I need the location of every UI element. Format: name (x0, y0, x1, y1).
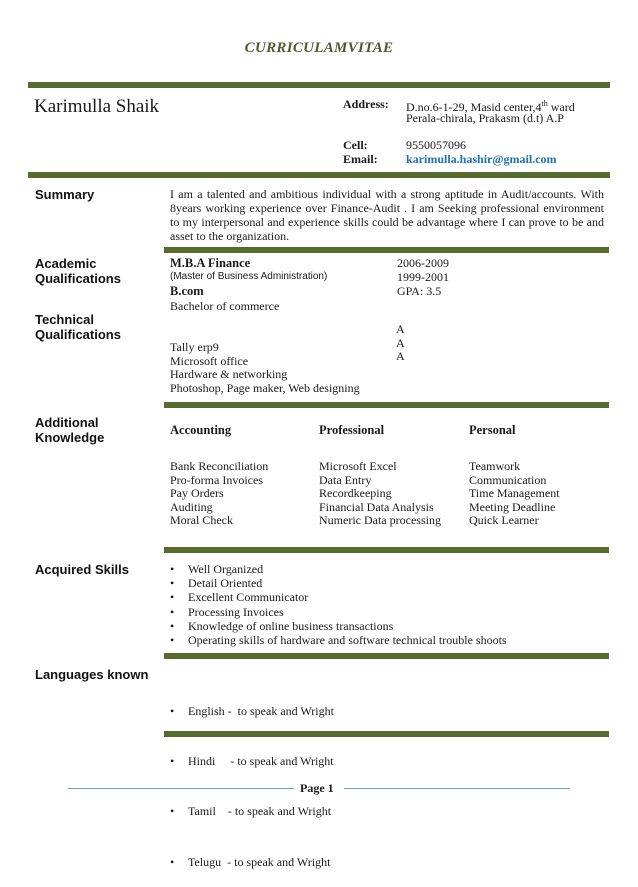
list-item: Data Entry (319, 472, 372, 487)
technical-item: Microsoft office (170, 353, 249, 368)
additional-heading: Additional Knowledge (35, 415, 105, 445)
document-title: CURRICULAMVITAE (244, 40, 394, 56)
technical-list (170, 341, 360, 395)
list-item: Meeting Deadline (469, 499, 556, 514)
list-item: Pay Orders (170, 486, 224, 500)
list-item: Teamwork (469, 459, 521, 473)
email-label: Email: (343, 152, 378, 166)
header-top-rule (28, 82, 610, 88)
gpa: GPA: 3.5 (397, 284, 442, 298)
languages-list (164, 668, 609, 887)
list-item: Time Management (469, 486, 560, 500)
section-divider (164, 731, 609, 737)
list-item: • Tamil - to speak and Wright (164, 804, 609, 818)
list-item: Communication (469, 472, 547, 487)
section-divider (164, 547, 609, 553)
footer-line-right (344, 788, 570, 789)
technical-item: Tally erp9 (170, 340, 219, 354)
degree-mba: M.B.A Finance (170, 256, 251, 270)
grade: A (396, 322, 405, 336)
list-item: • Operating skills of hardware and software technical trouble shoots (164, 633, 609, 647)
grade: A (396, 335, 405, 350)
list-item: Moral Check (170, 513, 233, 527)
professional-list (319, 460, 441, 528)
section-divider (164, 653, 609, 659)
list-item: • Knowledge of online business transactions (164, 619, 609, 633)
academic-heading: Academic Qualifications (35, 256, 121, 286)
skills-heading: Acquired Skills (35, 562, 129, 577)
degree-bcom: B.com (170, 284, 204, 298)
section-divider (164, 402, 609, 408)
technical-item: Photoshop, Page maker, Web designing (170, 380, 360, 395)
address-line-1: D.no.6-1-29, Masid center,4th ward (406, 99, 575, 114)
cell-label: Cell: (343, 138, 368, 152)
list-item: Pro-forma Invoices (170, 472, 263, 487)
list-item: Auditing (170, 499, 213, 514)
address-label: Address: (343, 97, 389, 111)
list-item: • English - to speak and Wright (164, 704, 609, 718)
list-item: Financial Data Analysis (319, 499, 434, 514)
list-item: • Detail Oriented (164, 576, 609, 590)
list-item: Microsoft Excel (319, 459, 397, 473)
technical-item: Hardware & networking (170, 367, 288, 381)
section-divider (164, 247, 609, 253)
list-item: Bank Reconciliation (170, 459, 269, 473)
year-mba: 2006-2009 (397, 256, 449, 270)
degree-mba-sub: (Master of Business Administration) (170, 271, 328, 282)
technical-grades (396, 323, 405, 364)
candidate-name: Karimulla Shaik (34, 96, 160, 117)
list-item: • Excellent Communicator (164, 590, 609, 604)
degree-bcom-sub: Bachelor of commerce (170, 299, 280, 313)
technical-heading: Technical Qualifications (35, 312, 121, 342)
personal-list (469, 460, 560, 528)
list-item: Quick Learner (469, 513, 539, 527)
list-item: Numeric Data processing (319, 513, 441, 527)
list-item: Recordkeeping (319, 486, 392, 500)
skills-list (164, 562, 609, 647)
cell-number: 9550057096 (406, 138, 466, 152)
languages-heading: Languages known (35, 667, 149, 682)
accounting-list (170, 460, 268, 528)
footer-line-left (68, 788, 294, 789)
list-item: • Well Organized (164, 562, 609, 576)
list-item: • Processing Invoices (164, 605, 609, 619)
header-bottom-rule (28, 172, 610, 178)
list-item: • Hindi - to speak and Wright (164, 754, 609, 768)
grade: A (396, 349, 405, 363)
summary-text: I am a talented and ambitious individual with a strong aptitude in Audit/accounts. With 8years working experience over Finance-Audit . I am Seeking professional environment to my interpersonal and experience skills could be advantage where I can prove to be and asset to the organization. (170, 187, 604, 243)
year-bcom: 1999-2001 (397, 270, 449, 284)
page-number: Page 1 (300, 781, 334, 795)
address-line-2: Perala-chirala, Prakasm (d.t) A.P (406, 111, 564, 125)
summary-heading: Summary (35, 187, 95, 202)
column-header-professional: Professional (319, 423, 385, 437)
column-header-accounting: Accounting (170, 423, 232, 437)
column-header-personal: Personal (469, 423, 516, 437)
list-item: • Telugu - to speak and Wright (164, 855, 609, 869)
email-link[interactable]: karimulla.hashir@gmail.com (406, 152, 557, 166)
